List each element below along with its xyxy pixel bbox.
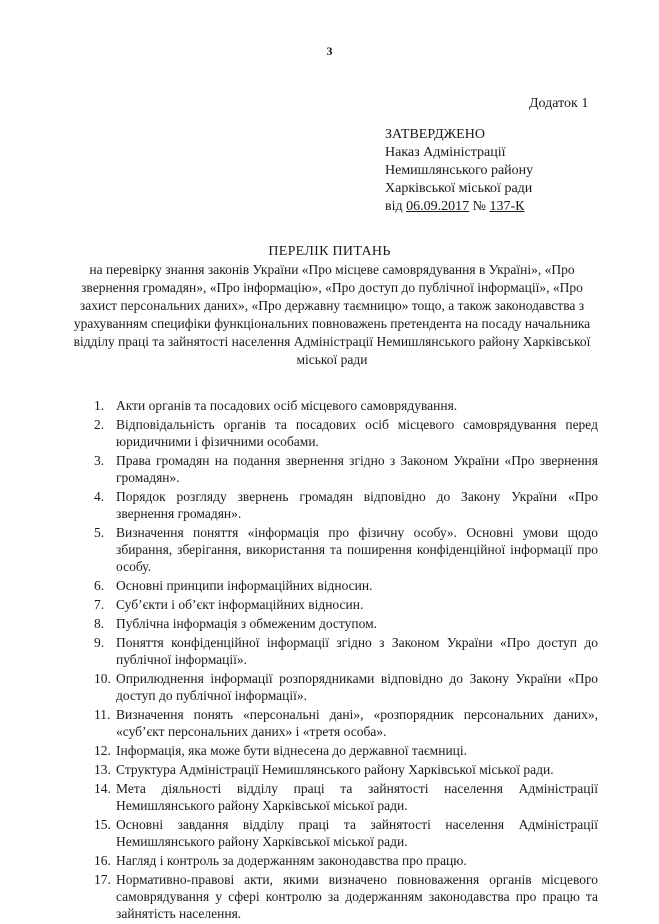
question-item xyxy=(94,452,598,486)
question-item xyxy=(94,634,598,668)
question-item xyxy=(94,761,598,778)
question-text: Акти органів та посадових осіб місцевого самоврядування. xyxy=(116,398,458,413)
question-number: 15. xyxy=(94,817,111,832)
question-number: 3. xyxy=(94,453,105,468)
question-text: Нормативно-правові акти, якими визначено повноваження органів місцевого самоврядування у сфері контролю за додержанням законодавства про працю та зайнятість населення. xyxy=(116,872,598,921)
question-item xyxy=(94,706,598,740)
question-item xyxy=(94,742,598,759)
question-item xyxy=(94,416,598,450)
question-item xyxy=(94,816,598,850)
document-subtitle: на перевірку знання законів України «Про місцеве самоврядування в Україні», «Про звернення громадян», «Про інформацію», «Про доступ до публічної інформації», «Про захист персональних даних», «Про державну таємницю» тощо, а також законодавства з урахуванням специфіки функціональних повноважень претендента на посаду начальника відділу праці та зайнятості населення Адміністрації Немишлянського району Харківської міської ради xyxy=(73,262,591,367)
question-number: 4. xyxy=(94,489,105,504)
question-item xyxy=(94,488,598,522)
question-text: Структура Адміністрації Немишлянського району Харківської міської ради. xyxy=(116,762,554,777)
question-item xyxy=(94,577,598,594)
question-number: 13. xyxy=(94,762,111,777)
question-number: 11. xyxy=(94,707,111,722)
question-text: Оприлюднення інформації розпорядниками відповідно до Закону України «Про доступ до публічної інформації». xyxy=(116,671,598,703)
question-number: 12. xyxy=(94,743,111,758)
question-number: 5. xyxy=(94,525,105,540)
question-item xyxy=(94,852,598,869)
page-number: 3 xyxy=(326,44,333,58)
question-number: 6. xyxy=(94,578,105,593)
question-text: Основні завдання відділу праці та зайнятості населення Адміністрації Немишлянського району Харківської міської ради. xyxy=(116,817,598,849)
question-number: 14. xyxy=(94,781,111,796)
question-item xyxy=(94,670,598,704)
question-number: 7. xyxy=(94,597,105,612)
question-text: Інформація, яка може бути віднесена до державної таємниці. xyxy=(116,743,468,758)
question-number: 2. xyxy=(94,417,105,432)
approval-order xyxy=(385,198,533,216)
question-text: Публічна інформація з обмеженим доступом. xyxy=(116,616,378,631)
question-item xyxy=(94,780,598,814)
question-number: 8. xyxy=(94,616,105,631)
question-text: Нагляд і контроль за додержанням законодавства про працю. xyxy=(116,853,467,868)
question-text: Суб’єкти і об’єкт інформаційних відносин. xyxy=(116,597,364,612)
order-sep: № xyxy=(469,199,490,214)
question-text: Права громадян на подання звернення згідно з Законом України «Про звернення громадян». xyxy=(116,453,598,485)
question-text: Поняття конфіденційної інформації згідно з Законом України «Про доступ до публічної інформації». xyxy=(116,635,598,667)
question-item xyxy=(94,596,598,613)
annex-label: Додаток 1 xyxy=(529,96,589,111)
questions-list xyxy=(94,397,598,924)
approval-line-2: Немишлянського району xyxy=(385,163,534,178)
order-number: 137-К xyxy=(489,199,525,214)
question-text: Основні принципи інформаційних відносин. xyxy=(116,578,373,593)
question-text: Визначення понять «персональні дані», «розпорядник персональних даних», «суб’єкт персональних даних» і «третя особа». xyxy=(116,707,598,739)
approval-line-3: Харківської міської ради xyxy=(385,181,533,196)
question-item xyxy=(94,524,598,575)
question-text: Визначення поняття «інформація про фізичну особу». Основні умови щодо збирання, зберігання, використання та поширення конфіденційної інформації про особу. xyxy=(116,525,598,574)
approval-line-1: Наказ Адміністрації xyxy=(385,145,506,160)
question-number: 17. xyxy=(94,872,111,887)
order-prefix: від xyxy=(385,199,407,214)
document-title: ПЕРЕЛІК ПИТАНЬ xyxy=(268,244,391,259)
question-text: Відповідальність органів та посадових осіб місцевого самоврядування перед юридичними і фізичними особами. xyxy=(116,417,598,449)
question-number: 16. xyxy=(94,853,111,868)
question-item xyxy=(94,615,598,632)
question-item xyxy=(94,871,598,922)
question-item xyxy=(94,397,598,414)
approval-stamp xyxy=(385,126,533,216)
approval-heading: ЗАТВЕРДЖЕНО xyxy=(385,127,485,142)
question-number: 1. xyxy=(94,398,105,413)
order-date: 06.09.2017 xyxy=(406,199,470,214)
question-number: 10. xyxy=(94,671,111,686)
question-text: Порядок розгляду звернень громадян відповідно до Закону України «Про звернення громадян». xyxy=(116,489,598,521)
question-text: Мета діяльності відділу праці та зайнятості населення Адміністрації Немишлянського району Харківської міської ради. xyxy=(116,781,598,813)
question-number: 9. xyxy=(94,635,105,650)
